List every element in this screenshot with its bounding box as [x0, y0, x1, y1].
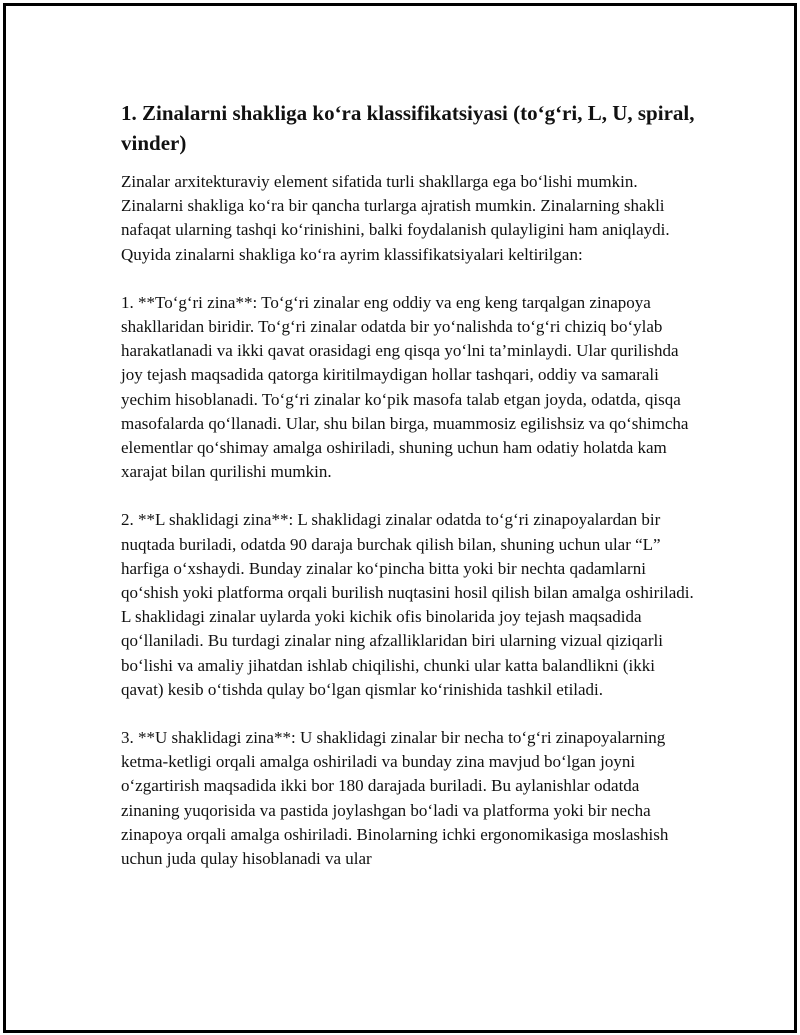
- u-shaped-stair-paragraph: 3. **U shaklidagi zina**: U shaklidagi zinalar bir necha to‘g‘ri zinapoyalarning ketma-ketligi orqali amalga oshiriladi va bunday zina mavjud bo‘lgan joyni o‘zgartirish maqsadida ikki bor 180 darajada buriladi. Bu aylanishlar odatda zinaning yuqorisida va pastida joylashgan bo‘ladi va platforma yoki bir necha zinapoya orqali amalga oshiriladi. Binolarning ichki ergonomikasiga moslashish uchun juda qulay hisoblanadi va ular: [121, 728, 669, 869]
- l-shaped-stair-paragraph: 2. **L shaklidagi zina**: L shaklidagi zinalar odatda to‘g‘ri zinapoyalardan bir nuqtada buriladi, odatda 90 daraja burchak qilish bilan, shuning uchun ular “L” harfiga o‘xshaydi. Bunday zinalar ko‘pincha bitta yoki bir nechta qadamlarni qo‘shish yoki platforma orqali burilish nuqtasini hosil qilish bilan amalga oshiriladi. L shaklidagi zinalar uylarda yoki kichik ofis binolarida joy tejash maqsadida qo‘llaniladi. Bu turdagi zinalar ning afzalliklaridan biri ularning vizual qiziqarli bo‘lishi va amaliy jihatdan ishlab chiqilishi, chunki ular katta balandlikni (ikki qavat) kesib o‘tishda qulay bo‘lgan qismlar ko‘rinishida tashkil etiladi.: [121, 510, 694, 699]
- straight-stair-paragraph: 1. **To‘g‘ri zina**: To‘g‘ri zinalar eng oddiy va eng keng tarqalgan zinapoya shakllaridan biridir. To‘g‘ri zinalar odatda bir yo‘nalishda to‘g‘ri chiziq bo‘ylab harakatlanadi va ikki qavat orasidagi eng qisqa yo‘lni ta’minlaydi. Ular qurilishda joy tejash maqsadida qatorga kiritilmaydigan hollar tashqari, oddiy va samarali yechim hisoblanadi. To‘g‘ri zinalar ko‘pik masofa talab etgan joyda, odatda, qisqa masofalarda qo‘llanadi. Ular, shu bilan birga, muammosiz egilishsiz va qo‘shimcha elementlar qo‘shimay amalga oshiriladi, shuning uchun ham odatiy holatda kam xarajat bilan qurilishi mumkin.: [121, 292, 689, 482]
- document-title: 1. Zinalarni shakliga ko‘ra klassifikatsiyasi (to‘g‘ri, L, U, spiral, vinder): [121, 101, 695, 155]
- intro-paragraph: Zinalar arxitekturaviy element sifatida turli shakllarga ega bo‘lishi mumkin. Zinalarni shakliga ko‘ra bir qancha turlarga ajratish mumkin. Zinalarning shakli nafaqat ularning tashqi ko‘rinishini, balki foydalanish qulayligini ham aniqlaydi. Quyida zinalarni shakliga ko‘ra ayrim klassifikatsiyalari keltirilgan:: [121, 172, 670, 264]
- page-frame: [3, 3, 797, 1033]
- document-body: [121, 98, 701, 895]
